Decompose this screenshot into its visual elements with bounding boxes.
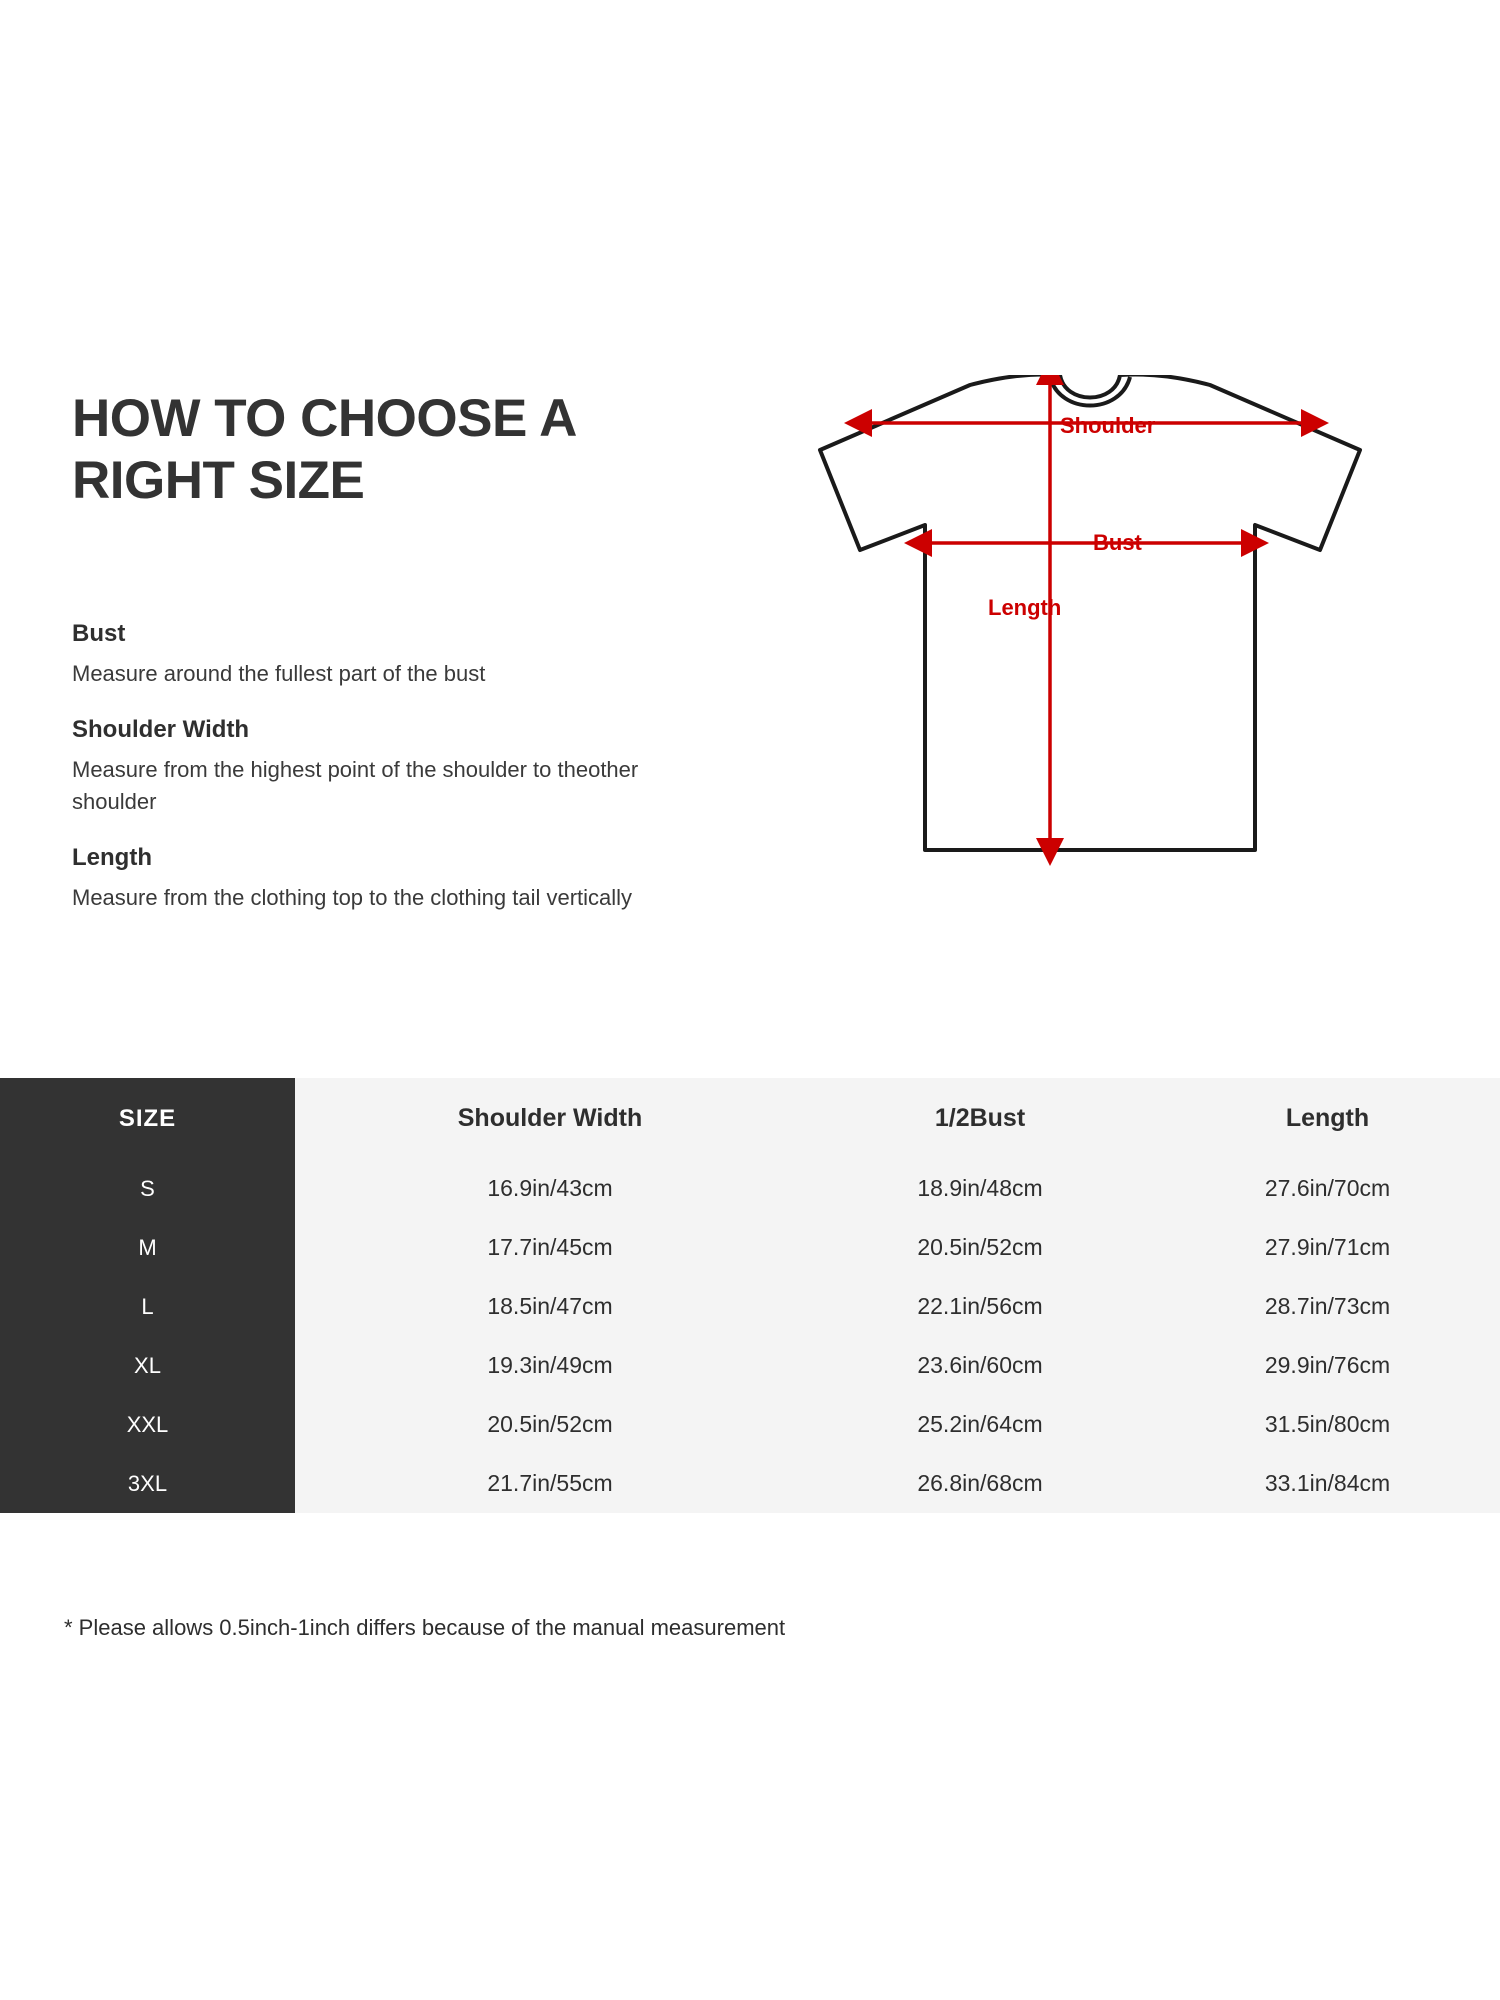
size-chart-table [0, 1078, 1500, 1513]
table-row [0, 1395, 1500, 1454]
cell-shoulder-width: 19.3in/49cm [295, 1336, 805, 1395]
definition-term-bust: Bust [72, 620, 126, 647]
cell-shoulder-width: 21.7in/55cm [295, 1454, 805, 1513]
cell-shoulder-width: 17.7in/45cm [295, 1218, 805, 1277]
measurement-disclaimer: * Please allows 0.5inch-1inch differs because of the manual measurement [64, 1615, 786, 1640]
table-header-row [0, 1078, 1500, 1159]
cell-half-bust: 23.6in/60cm [805, 1336, 1155, 1395]
definition-desc-shoulder-width: Measure from the highest point of the shoulder to theother shoulder [72, 757, 639, 814]
cell-length: 28.7in/73cm [1155, 1277, 1500, 1336]
tshirt-diagram [760, 375, 1400, 1025]
cell-length: 29.9in/76cm [1155, 1336, 1500, 1395]
cell-length: 31.5in/80cm [1155, 1395, 1500, 1454]
page-title: HOW TO CHOOSE A RIGHT SIZE [72, 389, 575, 510]
cell-half-bust: 22.1in/56cm [805, 1277, 1155, 1336]
cell-length: 27.6in/70cm [1155, 1159, 1500, 1218]
size-chart-table-wrapper [0, 1078, 1500, 1513]
cell-length: 27.9in/71cm [1155, 1218, 1500, 1277]
cell-length: 33.1in/84cm [1155, 1454, 1500, 1513]
table-row [0, 1159, 1500, 1218]
cell-size: XL [0, 1336, 295, 1395]
cell-half-bust: 26.8in/68cm [805, 1454, 1155, 1513]
column-header-half-bust: 1/2Bust [805, 1078, 1155, 1159]
table-row [0, 1336, 1500, 1395]
tshirt-outline-icon [760, 375, 1400, 1025]
diagram-label-shoulder: Shoulder [1060, 413, 1156, 438]
table-row [0, 1454, 1500, 1513]
table-row [0, 1277, 1500, 1336]
column-header-size: SIZE [0, 1078, 295, 1159]
cell-size: XXL [0, 1395, 295, 1454]
diagram-label-bust: Bust [1093, 530, 1142, 555]
definition-term-length: Length [72, 844, 152, 871]
column-header-shoulder-width: Shoulder Width [295, 1078, 805, 1159]
table-row [0, 1218, 1500, 1277]
table-head [0, 1078, 1500, 1159]
cell-size: S [0, 1159, 295, 1218]
cell-shoulder-width: 18.5in/47cm [295, 1277, 805, 1336]
cell-size: L [0, 1277, 295, 1336]
table-body [0, 1159, 1500, 1513]
cell-size: 3XL [0, 1454, 295, 1513]
cell-shoulder-width: 16.9in/43cm [295, 1159, 805, 1218]
diagram-label-length: Length [988, 595, 1062, 620]
column-header-length: Length [1155, 1078, 1500, 1159]
definition-desc-length: Measure from the clothing top to the clothing tail vertically [72, 885, 633, 910]
measurement-definitions [72, 620, 672, 940]
cell-half-bust: 20.5in/52cm [805, 1218, 1155, 1277]
cell-half-bust: 25.2in/64cm [805, 1395, 1155, 1454]
cell-size: M [0, 1218, 295, 1277]
definition-desc-bust: Measure around the fullest part of the bust [72, 661, 486, 686]
definition-term-shoulder-width: Shoulder Width [72, 716, 250, 743]
cell-half-bust: 18.9in/48cm [805, 1159, 1155, 1218]
cell-shoulder-width: 20.5in/52cm [295, 1395, 805, 1454]
